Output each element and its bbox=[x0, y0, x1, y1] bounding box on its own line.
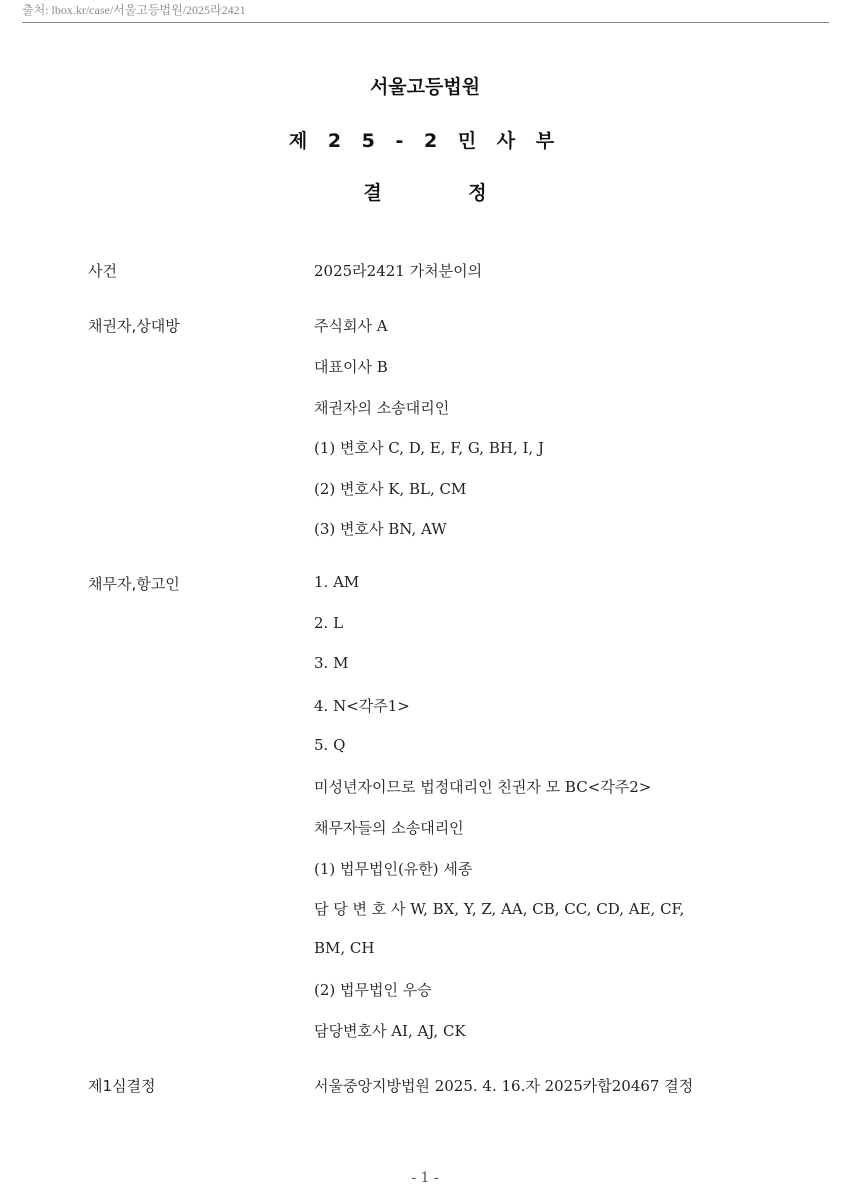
debtor-line: 4. N<각주1> bbox=[314, 697, 410, 715]
creditor-line: 주식회사 A bbox=[314, 317, 388, 335]
creditor-line: 대표이사 B bbox=[314, 358, 388, 376]
debtor-line: 3. M bbox=[314, 654, 349, 672]
source-url[interactable]: 출처: lbox.kr/case/서울고등법원/2025라2421 bbox=[22, 3, 246, 17]
header-divider bbox=[22, 22, 829, 23]
debtor-line: 1. AM bbox=[314, 573, 360, 591]
debtor-line: 2. L bbox=[314, 614, 344, 632]
first-instance-label: 제1심결정 bbox=[88, 1077, 156, 1095]
creditor-line: (3) 변호사 BN, AW bbox=[314, 520, 447, 538]
creditor-line: 채권자의 소송대리인 bbox=[314, 399, 450, 417]
debtor-line: 미성년자이므로 법정대리인 친권자 모 BC<각주2> bbox=[314, 778, 652, 796]
debtor-line: BM, CH bbox=[314, 939, 375, 957]
first-instance-value: 서울중앙지방법원 2025. 4. 16.자 2025카합20467 결정 bbox=[314, 1077, 694, 1095]
debtor-line: (1) 법무법인(유한) 세종 bbox=[314, 860, 473, 878]
case-label: 사건 bbox=[88, 262, 117, 280]
creditor-line: (1) 변호사 C, D, E, F, G, BH, I, J bbox=[314, 439, 544, 457]
debtor-line: 담 당 변 호 사 W, BX, Y, Z, AA, CB, CC, CD, AE, CF, bbox=[314, 900, 685, 918]
debtor-line: 채무자들의 소송대리인 bbox=[314, 819, 464, 837]
debtor-label: 채무자,항고인 bbox=[88, 575, 180, 593]
document-type-title: 결 정 bbox=[363, 182, 487, 204]
creditor-label: 채권자,상대방 bbox=[88, 317, 180, 335]
debtor-line: 5. Q bbox=[314, 736, 346, 754]
page-number: - 1 - bbox=[411, 1170, 439, 1186]
division-title: 제 2 5 - 2 민 사 부 bbox=[288, 130, 562, 152]
debtor-line: 담당변호사 AI, AJ, CK bbox=[314, 1022, 466, 1040]
case-value: 2025라2421 가처분이의 bbox=[314, 262, 483, 280]
creditor-line: (2) 변호사 K, BL, CM bbox=[314, 480, 467, 498]
court-name: 서울고등법원 bbox=[369, 76, 481, 98]
debtor-line: (2) 법무법인 우승 bbox=[314, 981, 432, 999]
